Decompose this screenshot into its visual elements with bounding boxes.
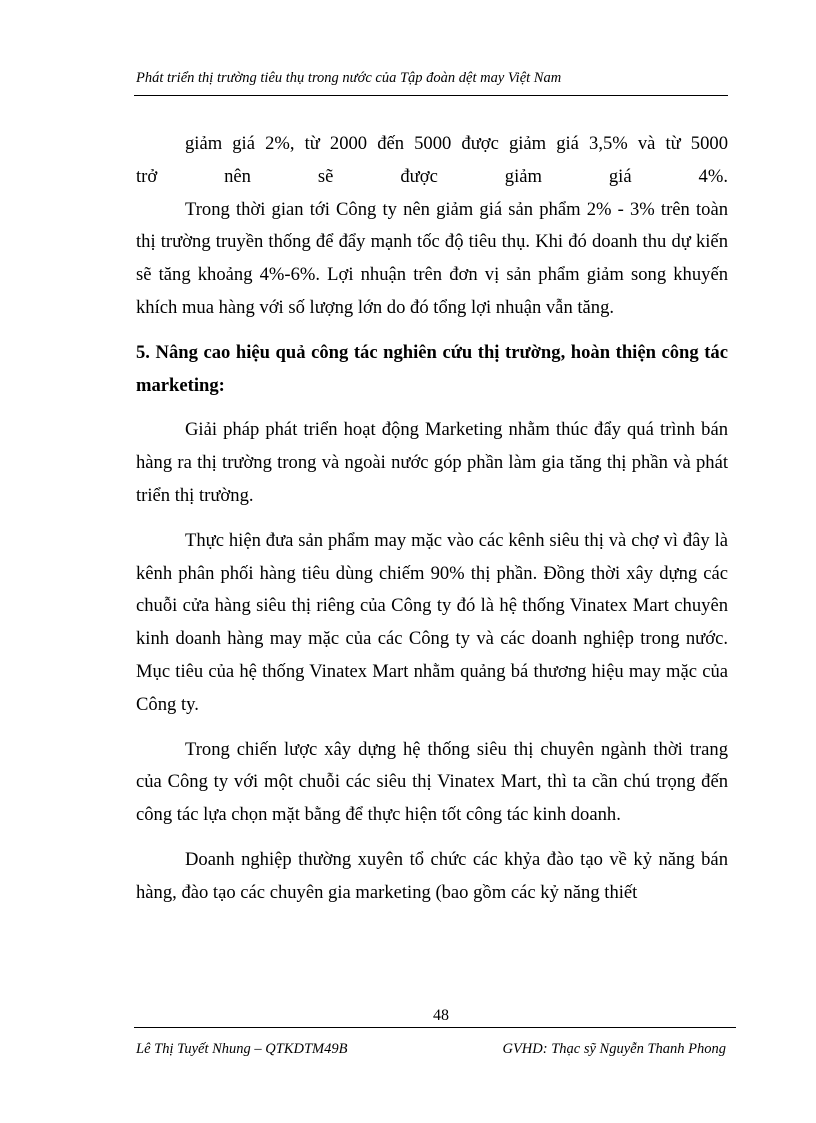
paragraph-discount-line1: giảm giá 2%, từ 2000 đến 5000 được giảm giá 3,5% và từ 5000 <box>185 133 728 154</box>
footer-author: Lê Thị Tuyết Nhung – QTKDTM49B <box>136 1041 348 1057</box>
paragraph-strategy: Trong chiến lược xây dựng hệ thống siêu thị chuyên ngành thời trang của Công ty với một chuỗi các siêu thị Vinatex Mart, thì ta cần chú trọng đến công tác lựa chọn mặt bằng để thực hiện tốt công tác kinh doanh. <box>136 738 728 826</box>
paragraph-marketing: Giải pháp phát triển hoạt động Marketing nhằm thúc đẩy quá trình bán hàng ra thị trường trong và ngoài nước góp phần làm gia tăng thị phần và phát triển thị trường. <box>136 419 728 506</box>
paragraph-discount-line2: trở nên sẽ được giảm giá 4%. <box>136 165 728 187</box>
footer-advisor: GVHD: Thạc sỹ Nguyễn Thanh Phong <box>502 1041 726 1057</box>
page-number: 48 <box>433 1007 449 1024</box>
header-divider <box>134 95 728 96</box>
paragraph-price-reduction: Trong thời gian tới Công ty nên giảm giá sản phẩm 2% - 3% trên toàn thị trường truyền thống để đẩy mạnh tốc độ tiêu thụ. Khi đó doanh thu dự kiến sẽ tăng khoảng 4%-6%. Lợi nhuận trên đơn vị sản phẩm giảm song khuyến khích mua hàng với số lượng lớn do đó tổng lợi nhuận vẫn tăng. <box>136 198 728 318</box>
section-heading: 5. Nâng cao hiệu quả công tác nghiên cứu thị trường, hoàn thiện công tác marketing: <box>136 341 728 396</box>
running-header: Phát triển thị trường tiêu thụ trong nước của Tập đoàn dệt may Việt Nam <box>136 70 562 86</box>
footer-divider <box>134 1027 736 1028</box>
page-body <box>136 128 728 910</box>
paragraph-training: Doanh nghiệp thường xuyên tổ chức các khỷa đào tạo về kỷ năng bán hàng, đào tạo các chuyên gia marketing (bao gồm các kỷ năng thiết <box>136 848 728 903</box>
paragraph-distribution-channels: Thực hiện đưa sản phẩm may mặc vào các kênh siêu thị và chợ vì đây là kênh phân phối hàng tiêu dùng chiếm 90% thị phần. Đồng thời xây dựng các chuỗi cửa hàng siêu thị riêng của Công ty đó là hệ thống Vinatex Mart chuyên kinh doanh hàng may mặc của các Công ty và các doanh nghiệp trong nước. Mục tiêu của hệ thống Vinatex Mart nhằm quảng bá thương hiệu may mặc của Công ty. <box>136 529 728 715</box>
